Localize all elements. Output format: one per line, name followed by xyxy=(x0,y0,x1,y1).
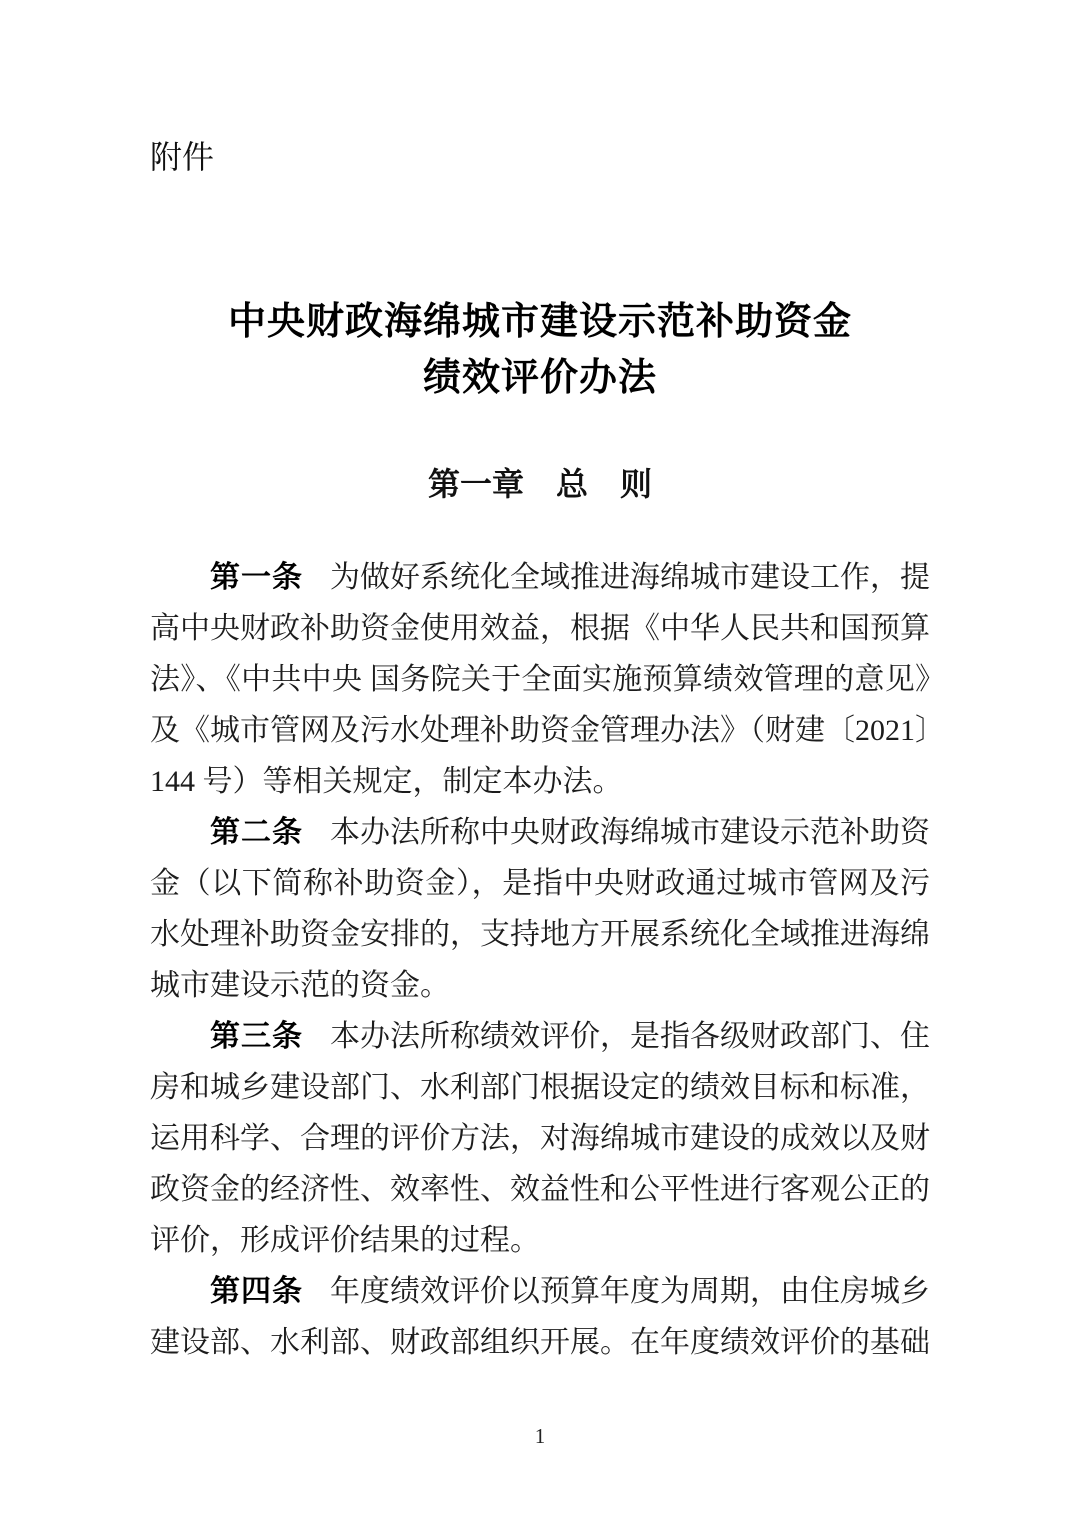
article-4-text: 年度绩效评价以预算年度为周期，由住房城乡建设部、水利部、财政部组织开展。在年度绩效评价的基础 xyxy=(150,1275,930,1360)
article-3-label: 第三条 xyxy=(210,1020,303,1054)
article-4 xyxy=(150,1266,930,1368)
document-body xyxy=(150,552,930,1368)
document-title-line-1: 中央财政海绵城市建设示范补助资金 xyxy=(227,301,852,344)
document-title-line-2: 绩效评价办法 xyxy=(422,357,657,400)
article-3 xyxy=(150,1011,930,1266)
article-2-label: 第二条 xyxy=(210,816,303,850)
page-number: 1 xyxy=(534,1424,546,1448)
article-2-text: 本办法所称中央财政海绵城市建设示范补助资金（以下简称补助资金），是指中央财政通过城市管网及污水处理补助资金安排的，支持地方开展系统化全域推进海绵城市建设示范的资金。 xyxy=(150,816,930,1003)
article-3-text: 本办法所称绩效评价，是指各级财政部门、住房和城乡建设部门、水利部门根据设定的绩效目标和标准，运用科学、合理的评价方法，对海绵城市建设的成效以及财政资金的经济性、效率性、效益性和公平性进行客观公正的评价，形成评价结果的过程。 xyxy=(150,1020,930,1258)
chapter-heading: 第一章 总 则 xyxy=(427,466,652,503)
article-2 xyxy=(150,807,930,1011)
article-1-text: 为做好系统化全域推进海绵城市建设工作，提高中央财政补助资金使用效益，根据《中华人民共和国预算法》、《中共中央 国务院关于全面实施预算绩效管理的意见》及《城市管网及污水处理补助资金管理办法》（财建〔2021〕144 号）等相关规定，制定本办法。 xyxy=(150,561,930,799)
attachment-label: 附件 xyxy=(150,139,215,175)
article-4-label: 第四条 xyxy=(210,1275,303,1309)
article-1 xyxy=(150,552,930,807)
document-title xyxy=(150,294,930,406)
article-1-label: 第一条 xyxy=(210,561,303,595)
